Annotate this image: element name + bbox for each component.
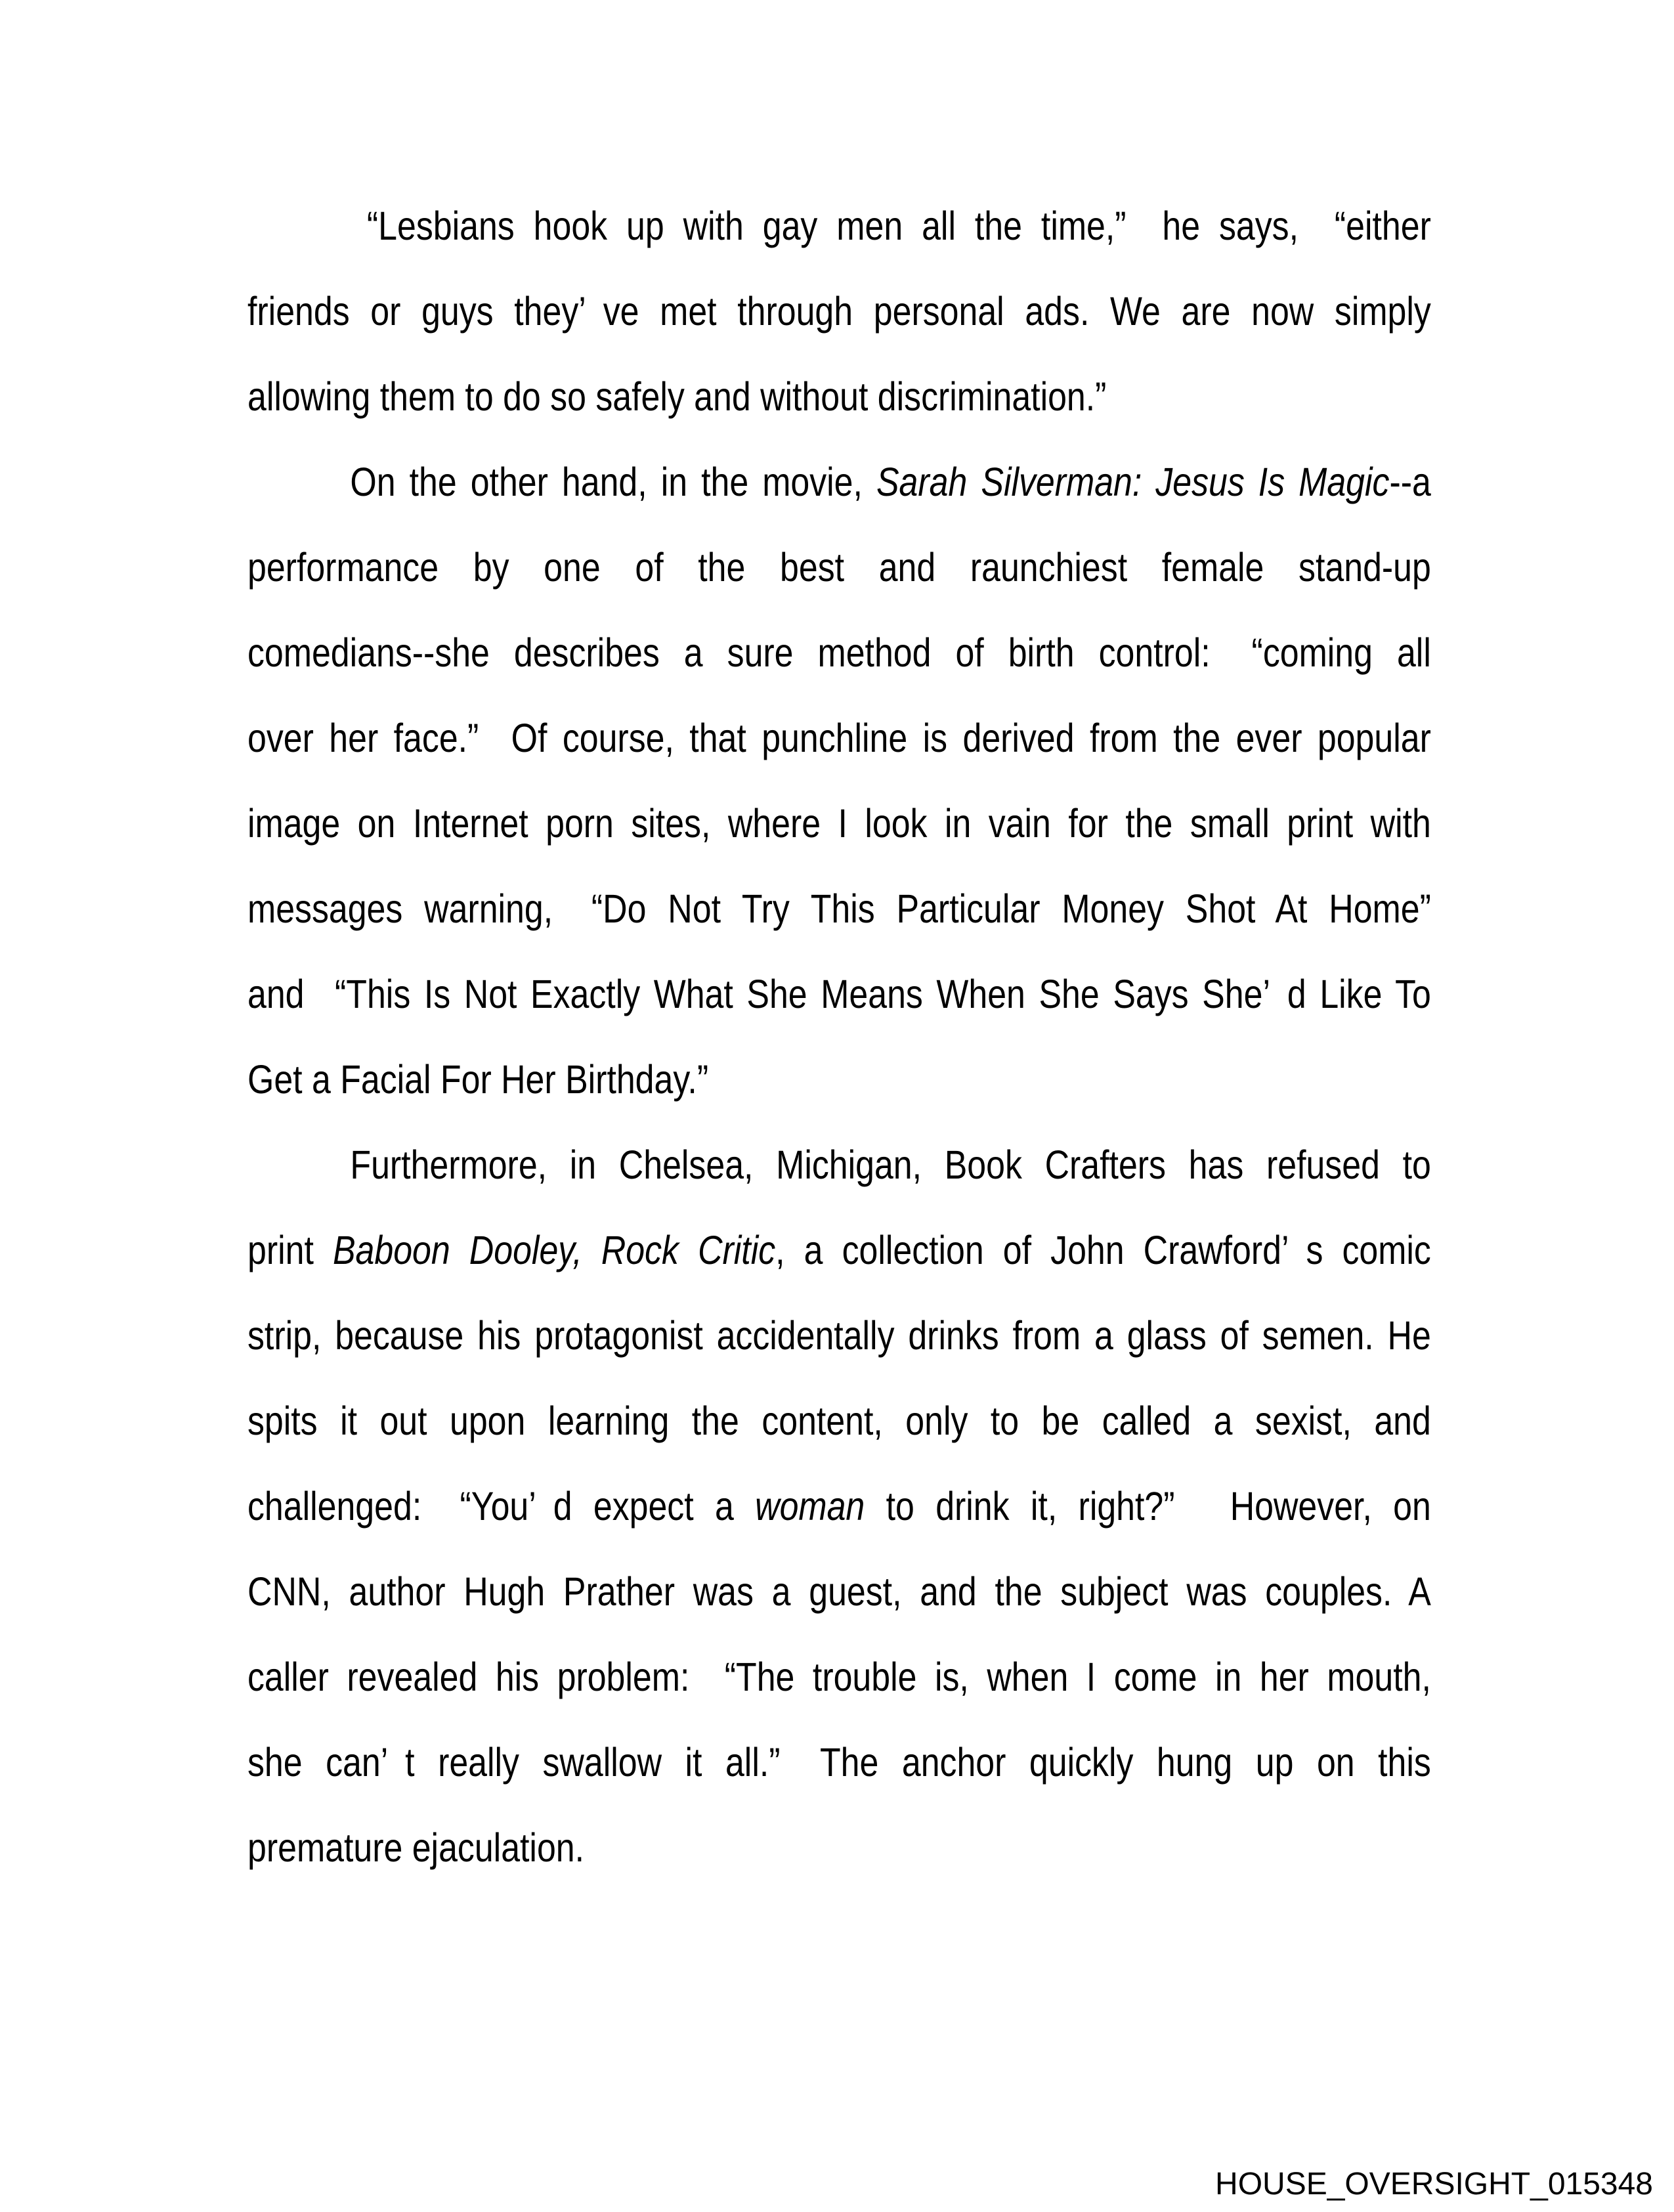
paragraph: [247, 183, 1431, 439]
text-line: [247, 695, 1431, 781]
text-line: [247, 525, 1431, 610]
text-line: [247, 610, 1431, 695]
text-segment: , a collection of John Crawford’ s comic: [775, 1228, 1431, 1272]
text-segment: On the other hand, in the movie,: [350, 460, 876, 504]
text-segment: and “This Is Not Exactly What She Means When She Says She’ d Like To: [247, 972, 1431, 1016]
paragraph: [247, 1122, 1431, 1890]
text-segment: friends or guys they’ ve met through personal ads. We are now simply: [247, 289, 1431, 334]
body-text: [247, 183, 1431, 1890]
italic-title-segment: woman: [755, 1484, 865, 1529]
text-line: [247, 951, 1431, 1037]
text-line: [247, 781, 1431, 866]
text-segment: --a: [1389, 460, 1431, 504]
text-segment: to drink it, right?” However, on: [865, 1484, 1431, 1529]
text-segment: CNN, author Hugh Prather was a guest, and the subject was couples. A: [247, 1569, 1431, 1614]
text-segment: messages warning, “Do Not Try This Particular Money Shot At Home”: [247, 886, 1431, 931]
text-line: [247, 183, 1431, 269]
text-line: [247, 354, 1431, 439]
text-line: [247, 1634, 1431, 1720]
text-segment: allowing them to do so safely and without discrimination.”: [247, 374, 1107, 419]
text-segment: premature ejaculation.: [247, 1825, 585, 1870]
text-segment: image on Internet porn sites, where I look in vain for the small print with: [247, 801, 1431, 846]
text-segment: Furthermore, in Chelsea, Michigan, Book Crafters has refused to: [350, 1142, 1431, 1187]
text-segment: challenged: “You’ d expect a: [247, 1484, 756, 1529]
text-line: [247, 1720, 1431, 1805]
text-line: [247, 439, 1431, 525]
bates-number: HOUSE_OVERSIGHT_015348: [1215, 2167, 1653, 2202]
text-segment: she can’ t really swallow it all.” The anchor quickly hung up on this: [247, 1740, 1431, 1785]
text-segment: over her face.” Of course, that punchline is derived from the ever popular: [247, 716, 1431, 760]
text-segment: caller revealed his problem: “The trouble is, when I come in her mouth,: [247, 1655, 1431, 1699]
text-line: [247, 1293, 1431, 1378]
text-line: [247, 866, 1431, 951]
text-segment: Get a Facial For Her Birthday.”: [247, 1057, 709, 1102]
text-line: [247, 1549, 1431, 1634]
text-line: [247, 1037, 1431, 1122]
italic-title-segment: Baboon Dooley, Rock Critic: [332, 1228, 776, 1272]
text-line: [247, 1464, 1431, 1549]
text-segment: performance by one of the best and raunchiest female stand-up: [247, 545, 1431, 590]
text-line: [247, 1207, 1431, 1293]
text-segment: “Lesbians hook up with gay men all the time,” he says, “either: [366, 204, 1431, 248]
italic-title-segment: Sarah Silverman: Jesus Is Magic: [876, 460, 1390, 504]
text-line: [247, 269, 1431, 354]
text-line: [247, 1378, 1431, 1464]
paragraph: [247, 439, 1431, 1122]
text-segment: print: [247, 1228, 333, 1272]
text-segment: spits it out upon learning the content, only to be called a sexist, and: [247, 1399, 1431, 1443]
text-line: [247, 1805, 1431, 1890]
text-segment: comedians--she describes a sure method of birth control: “coming all: [247, 630, 1431, 675]
text-segment: strip, because his protagonist accidentally drinks from a glass of semen. He: [247, 1313, 1431, 1358]
text-line: [247, 1122, 1431, 1207]
